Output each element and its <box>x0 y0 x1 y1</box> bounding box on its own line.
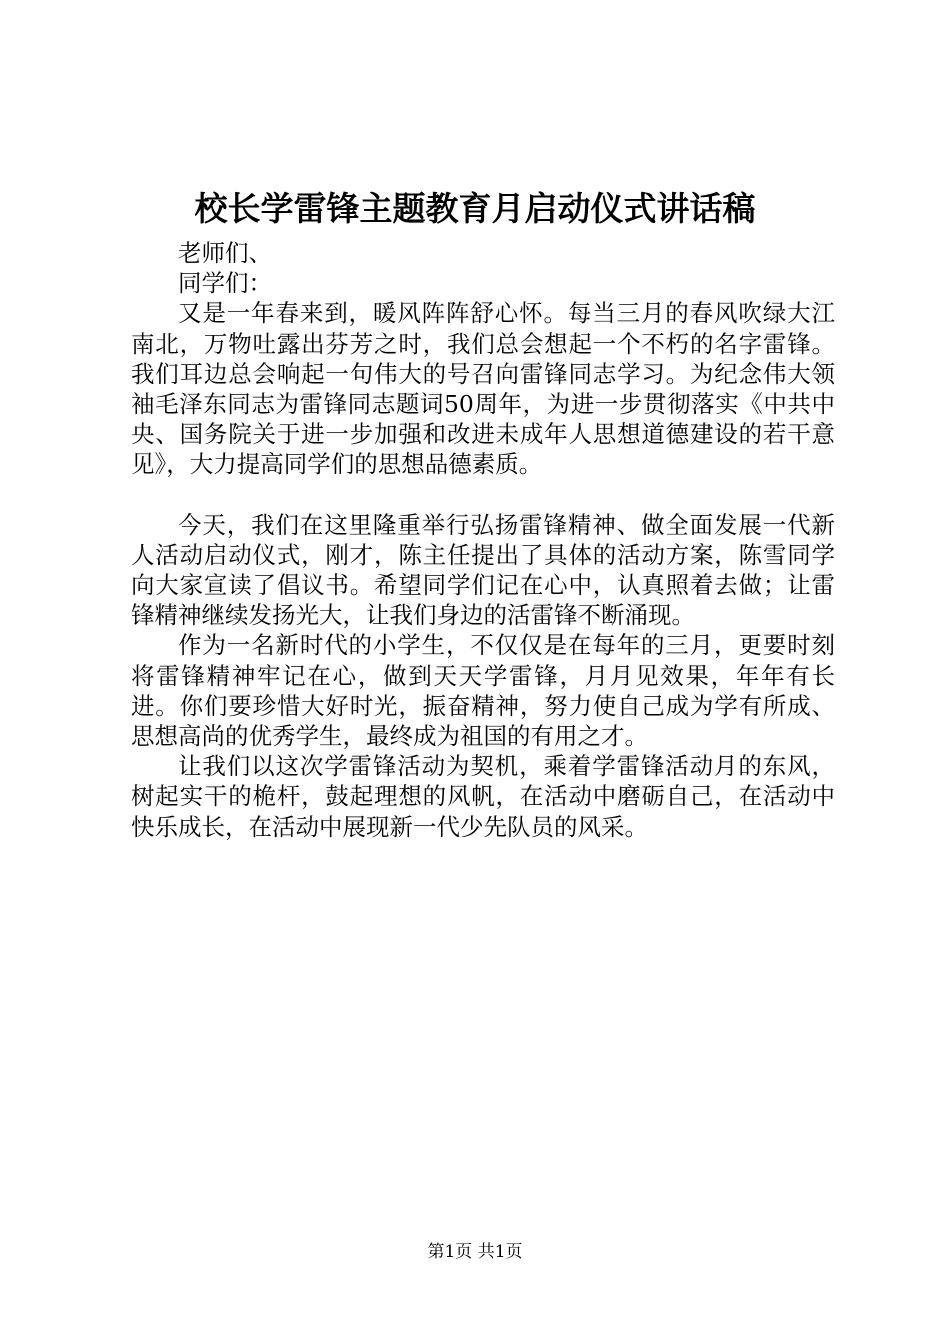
paragraph-2: 今天，我们在这里隆重举行弘扬雷锋精神、做全面发展一代新人活动启动仪式，刚才，陈主任提出了具体的活动方案，陈雪同学向大家宣读了倡议书。希望同学们记在心中，认真照着去做；让雷锋精神继续发扬光大，让我们身边的活雷锋不断涌现。 <box>131 510 835 630</box>
document-body <box>131 238 835 842</box>
paragraph-1: 又是一年春来到，暖风阵阵舒心怀。每当三月的春风吹绿大江南北，万物吐露出芬芳之时，我们总会想起一个不朽的名字雷锋。我们耳边总会响起一句伟大的号召向雷锋同志学习。为纪念伟大领袖毛泽东同志为雷锋同志题词50周年，为进一步贯彻落实《中共中央、国务院关于进一步加强和改进未成年人思想道德建设的若干意见》，大力提高同学们的思想品德素质。 <box>131 299 835 479</box>
greeting-students: 同学们： <box>178 269 272 298</box>
document-title: 校长学雷锋主题教育月启动仪式讲话稿 <box>194 189 756 228</box>
page-footer: 第1页 共1页 <box>427 1242 523 1262</box>
paragraph-4: 让我们以这次学雷锋活动为契机，乘着学雷锋活动月的东风，树起实干的桅杆，鼓起理想的风帆，在活动中磨砺自己，在活动中快乐成长，在活动中展现新一代少先队员的风采。 <box>131 752 835 841</box>
paragraph-3: 作为一名新时代的小学生，不仅仅是在每年的三月，更要时刻将雷锋精神牢记在心，做到天天学雷锋，月月见效果，年年有长进。你们要珍惜大好时光，振奋精神，努力使自己成为学有所成、思想高尚的优秀学生，最终成为祖国的有用之才。 <box>131 631 835 751</box>
greeting-teachers: 老师们、 <box>178 239 272 267</box>
